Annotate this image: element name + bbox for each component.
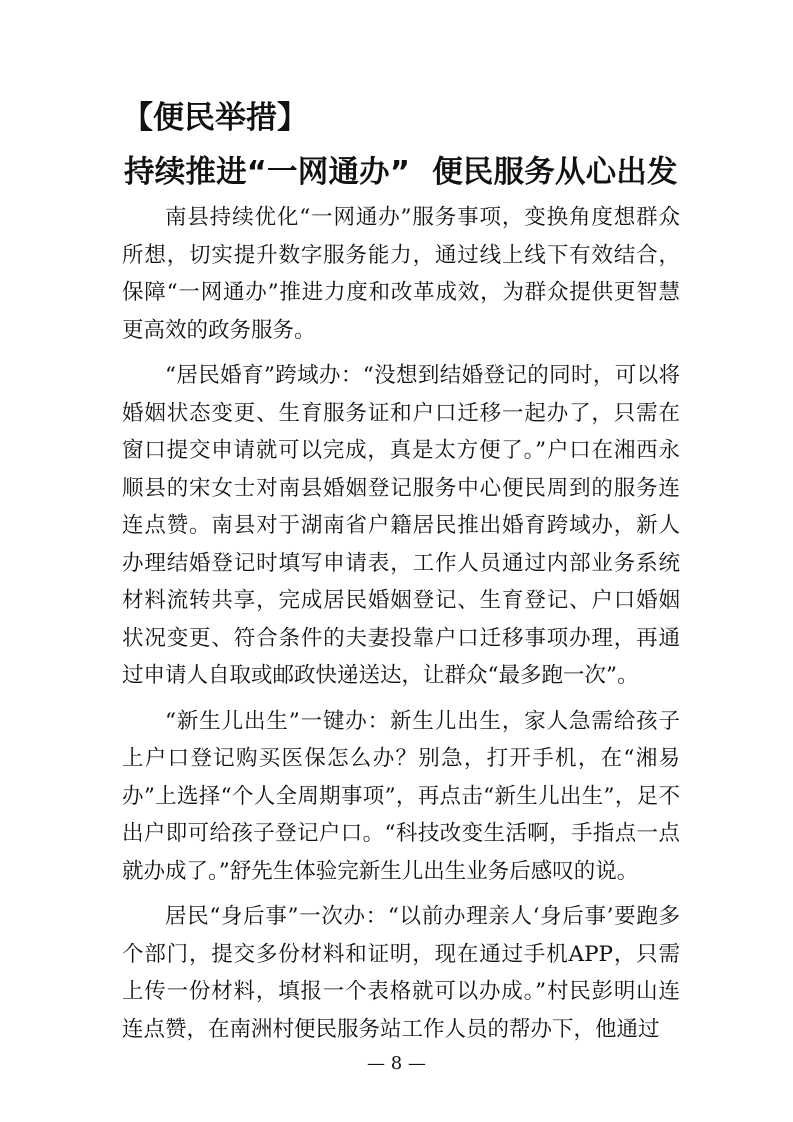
article-body — [122, 199, 680, 1048]
paragraph-afterlife: 居民“身后事”一次办：“以前办理亲人‘身后事’要跑多个部门，提交多份材料和证明，现在通过手机APP，只需上传一份材料，填报一个表格就可以办成。”村民彭明山连连点赞，在南洲村便民服务站工作人员的帮办下，他通过 — [122, 904, 680, 1042]
headline-part-1: 持续推进“一网通办” — [124, 155, 411, 190]
paragraph-newborn: “新生儿出生”一键办：新生儿出生，家人急需给孩子上户口登记购买医保怎么办？别急，打开手机，在“湘易办”上选择“个人全周期事项”，再点击“新生儿出生”，足不出户即可给孩子登记户口。“科技改变生活啊，手指点一点就办成了。”舒先生体验完新生儿出生业务后感叹的说。 — [122, 708, 680, 884]
paragraph-intro: 南县持续优化“一网通办”服务事项，变换角度想群众所想，切实提升数字服务能力，通过线上线下有效结合，保障“一网通办”推进力度和改革成效，为群众提供更智慧更高效的政务服务。 — [122, 205, 680, 343]
paragraph-marriage: “居民婚育”跨域办：“没想到结婚登记的同时，可以将婚姻状态变更、生育服务证和户口迁移一起办了，只需在窗口提交申请就可以完成，真是太方便了。”户口在湘西永顺县的宋女士对南县婚姻登记服务中心便民周到的服务连连点赞。南县对于湖南省户籍居民推出婚育跨域办，新人办理结婚登记时填写申请表，工作人员通过内部业务系统材料流转共享，完成居民婚姻登记、生育登记、户口婚姻状况变更、符合条件的夫妻投靠户口迁移事项办理，再通过申请人自取或邮政快递送达，让群众“最多跑一次”。 — [122, 363, 680, 688]
page-number: — 8 — — [367, 1053, 426, 1074]
article-headline — [124, 152, 678, 194]
section-tag: 【便民举措】 — [122, 100, 308, 136]
headline-part-2: 便民服务从心出发 — [432, 155, 678, 190]
